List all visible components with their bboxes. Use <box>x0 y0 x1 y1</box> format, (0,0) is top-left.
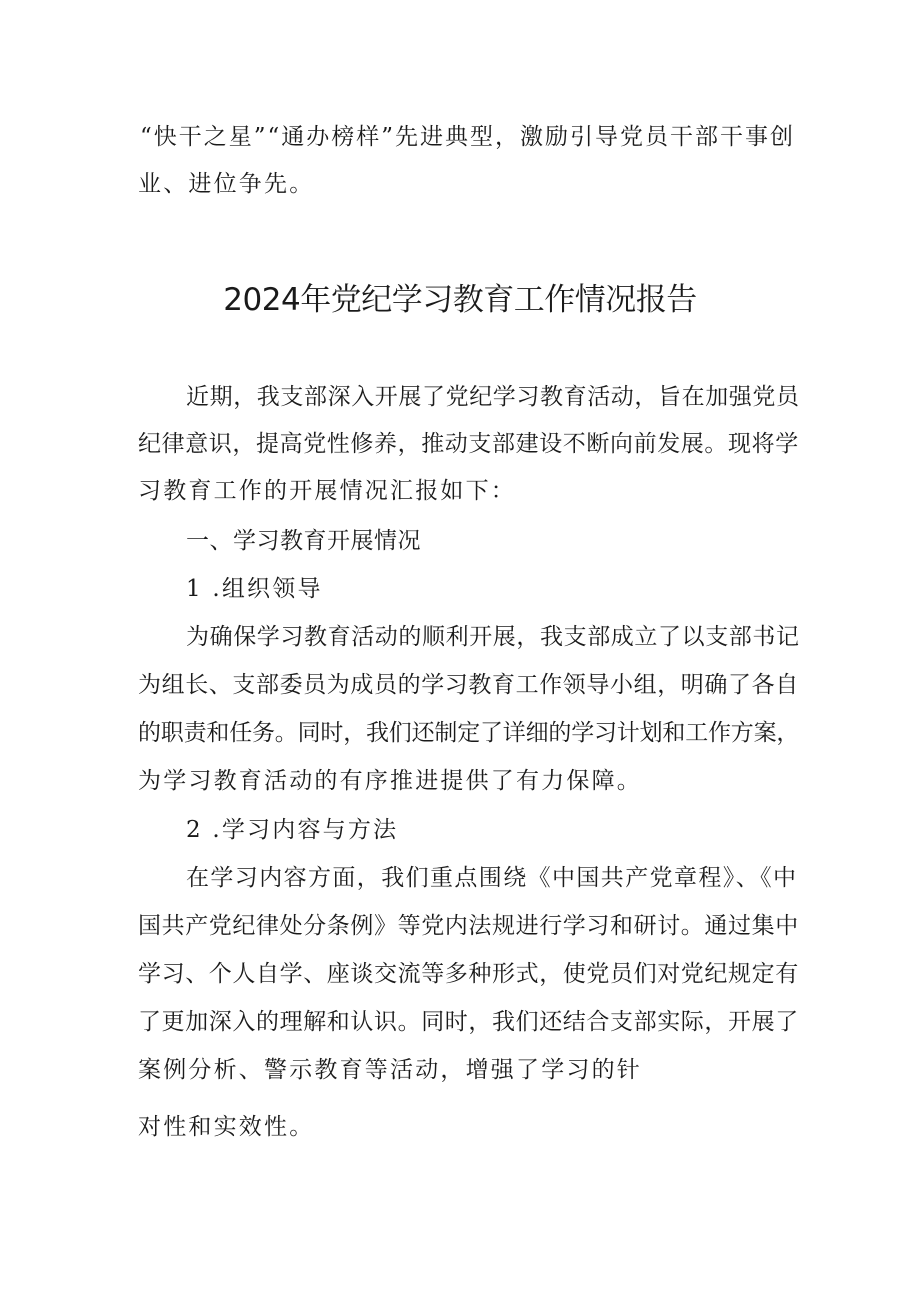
sub2-line-6: 对性和实效性。 <box>138 1114 315 1140</box>
sub2-line-2: 国共产党纪律处分条例》等党内法规进行学习和研讨。通过集中 <box>138 913 799 939</box>
continuation-line-1: “快干之星”“通办榜样”先进典型，激励引导党员干部干事创 <box>140 124 796 150</box>
sub1-line-1: 为确保学习教育活动的顺利开展，我支部成立了以支部书记 <box>186 624 800 650</box>
report-title: 2024年党纪学习教育工作情况报告 <box>223 282 697 318</box>
sub2-line-5: 案例分析、警示教育等活动，增强了学习的针 <box>138 1057 642 1083</box>
sub1-line-3: 的职责和任务。同时，我们还制定了详细的学习计划和工作方案， <box>138 720 800 746</box>
sub2-line-1: 在学习内容方面，我们重点围绕《中国共产党章程》、《中 <box>186 865 798 891</box>
intro-line-3: 习教育工作的开展情况汇报如下： <box>138 478 516 504</box>
sub2-line-4: 了更加深入的理解和认识。同时，我们还结合支部实际，开展了 <box>138 1009 799 1035</box>
sub1-line-4: 为学习教育活动的有序推进提供了有力保障。 <box>138 768 642 794</box>
intro-line-2: 纪律意识，提高党性修养，推动支部建设不断向前发展。现将学 <box>138 431 799 457</box>
sub2-line-3: 学习、个人自学、座谈交流等多种形式，使党员们对党纪规定有 <box>138 961 799 987</box>
section-heading: 一、学习教育开展情况 <box>186 528 421 554</box>
sub1-line-2: 为组长、支部委员为成员的学习教育工作领导小组，明确了各自 <box>138 672 799 698</box>
continuation-line-2: 业、进位争先。 <box>138 171 315 197</box>
intro-line-1: 近期，我支部深入开展了党纪学习教育活动，旨在加强党员 <box>186 384 800 410</box>
subsection-heading-2: 2 .学习内容与方法 <box>186 817 399 843</box>
subsection-heading-1: 1 .组织领导 <box>186 576 323 602</box>
